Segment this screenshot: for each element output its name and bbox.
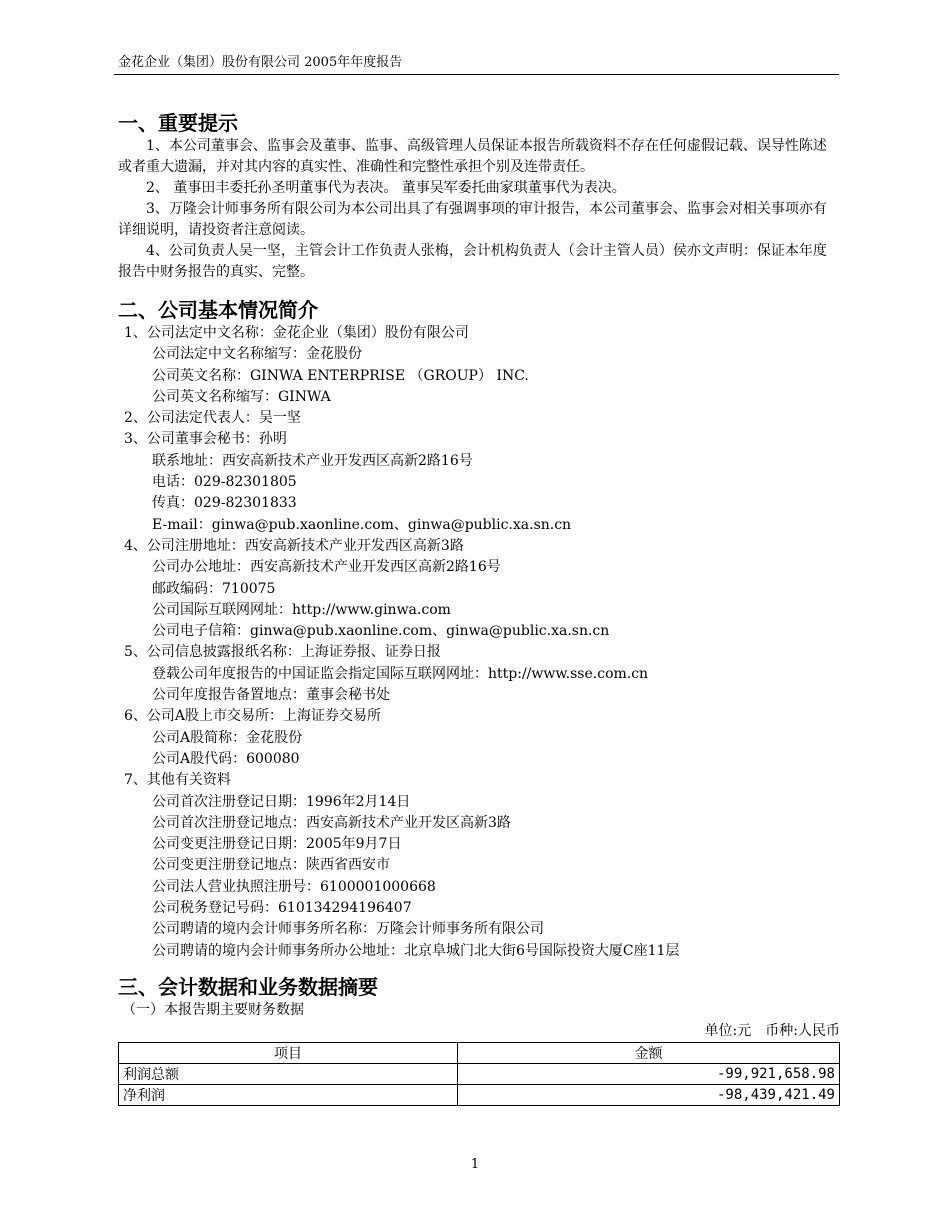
info-line: 公司法人营业执照注册号：6100001000668 bbox=[152, 878, 436, 895]
subsection-title: （一）本报告期主要财务数据 bbox=[122, 1001, 304, 1018]
info-line: 公司变更注册登记地点：陕西省西安市 bbox=[152, 857, 390, 874]
info-line: 7、其他有关资料 bbox=[124, 772, 231, 789]
table-cell-amount: -99,921,658.98 bbox=[458, 1063, 840, 1084]
info-line: 公司聘请的境内会计师事务所办公地址：北京阜城门北大街6号国际投资大厦C座11层 bbox=[152, 942, 680, 959]
info-line: 公司国际互联网网址：http://www.ginwa.com bbox=[152, 601, 451, 618]
info-line: 公司年度报告备置地点：董事会秘书处 bbox=[152, 687, 390, 704]
info-line: 公司电子信箱：ginwa@pub.xaonline.com、ginwa@public.xa.sn.cn bbox=[152, 623, 610, 640]
info-line: E-mail：ginwa@pub.xaonline.com、ginwa@public.xa.sn.cn bbox=[152, 516, 572, 533]
section-title: 二、公司基本情况简介 bbox=[118, 298, 318, 322]
info-line: 公司首次注册登记地点：西安高新技术产业开发区高新3路 bbox=[152, 814, 511, 831]
info-line: 公司A股简称：金花股份 bbox=[152, 729, 303, 746]
info-line: 6、公司A股上市交易所：上海证券交易所 bbox=[124, 708, 382, 725]
info-line: 2、公司法定代表人：吴一坚 bbox=[124, 410, 301, 427]
paragraph: 3、万隆会计师事务所有限公司为本公司出具了有强调事项的审计报告，本公司董事会、监事会对相关事项亦有详细说明，请投资者注意阅读。 bbox=[118, 201, 827, 238]
info-line: 登载公司年度报告的中国证监会指定国际互联网网址：http://www.sse.com.cn bbox=[152, 665, 649, 682]
table-header-row bbox=[119, 1042, 840, 1063]
page-content bbox=[118, 110, 840, 1106]
column-header: 金额 bbox=[458, 1042, 840, 1063]
header-divider bbox=[114, 74, 839, 75]
table-cell-amount: -98,439,421.49 bbox=[458, 1084, 840, 1105]
paragraph: 2、 董事田丰委托孙圣明董事代为表决。 董事吴军委托曲家琪董事代为表决。 bbox=[146, 180, 626, 196]
table-cell-item: 利润总额 bbox=[119, 1063, 458, 1084]
info-line: 公司聘请的境内会计师事务所名称：万隆会计师事务所有限公司 bbox=[152, 921, 544, 938]
section-title: 三、会计数据和业务数据摘要 bbox=[118, 974, 378, 999]
info-line: 邮政编码：710075 bbox=[152, 580, 276, 597]
info-line: 公司首次注册登记日期：1996年2月14日 bbox=[152, 793, 411, 810]
paragraph: 4、公司负责人吴一坚，主管会计工作负责人张梅，会计机构负责人（会计主管人员）侯亦文声明：保证本年度报告中财务报告的真实、完整。 bbox=[118, 243, 827, 280]
info-line: 联系地址：西安高新技术产业开发西区高新2路16号 bbox=[152, 452, 473, 469]
paragraph: 1、本公司董事会、监事会及董事、监事、高级管理人员保证本报告所载资料不存在任何虚假记载、误导性陈述或者重大遗漏，并对其内容的真实性、准确性和完整性承担个别及连带责任。 bbox=[118, 138, 827, 175]
info-line: 公司办公地址：西安高新技术产业开发西区高新2路16号 bbox=[152, 559, 501, 576]
unit-note: 单位:元 币种:人民币 bbox=[704, 1022, 840, 1039]
info-line: 4、公司注册地址：西安高新技术产业开发西区高新3路 bbox=[124, 537, 464, 554]
info-line: 公司税务登记号码：610134294196407 bbox=[152, 900, 412, 917]
table-cell-item: 净利润 bbox=[119, 1084, 458, 1105]
section-company-profile bbox=[118, 297, 840, 962]
info-line: 电话：029-82301805 bbox=[152, 474, 297, 491]
info-line: 公司英文名称缩写：GINWA bbox=[152, 388, 331, 405]
section-title: 一、重要提示 bbox=[118, 111, 238, 135]
section-important-notice bbox=[118, 110, 840, 283]
table-row bbox=[119, 1084, 840, 1105]
info-line: 传真：029-82301833 bbox=[152, 495, 297, 512]
info-line: 公司英文名称：GINWA ENTERPRISE （GROUP） INC. bbox=[152, 367, 529, 384]
section-financial-summary bbox=[118, 974, 840, 1106]
info-line: 3、公司董事会秘书：孙明 bbox=[124, 431, 287, 448]
info-line: 公司法定中文名称缩写：金花股份 bbox=[152, 346, 362, 363]
financial-table bbox=[118, 1042, 840, 1106]
info-line: 5、公司信息披露报纸名称：上海证券报、证券日报 bbox=[124, 644, 441, 661]
info-line: 公司A股代码：600080 bbox=[152, 750, 300, 767]
page-number: 1 bbox=[470, 1157, 480, 1172]
column-header: 项目 bbox=[119, 1042, 458, 1063]
info-line: 公司变更注册登记日期：2005年9月7日 bbox=[152, 836, 402, 853]
table-row bbox=[119, 1063, 840, 1084]
info-line: 1、公司法定中文名称：金花企业（集团）股份有限公司 bbox=[124, 325, 469, 341]
page-header: 金花企业（集团）股份有限公司 2005年年度报告 bbox=[118, 55, 403, 70]
